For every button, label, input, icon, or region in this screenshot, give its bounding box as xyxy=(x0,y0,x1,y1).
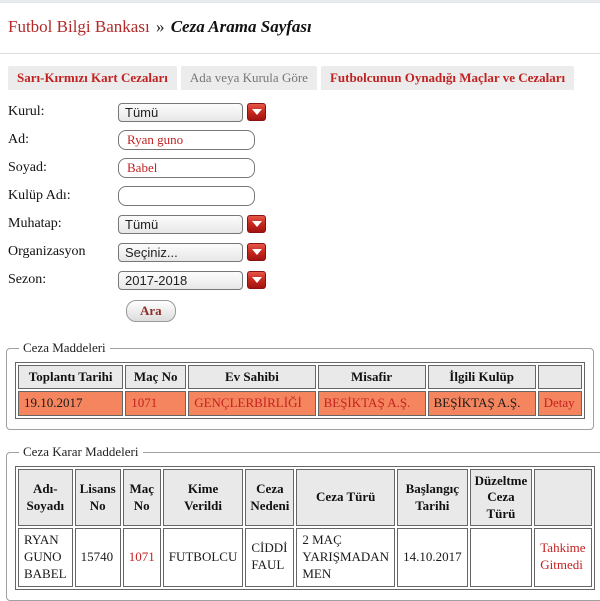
sezon-dropdown-button[interactable] xyxy=(247,271,266,289)
cell-mac-no-link[interactable]: 1071 xyxy=(123,528,161,587)
page-title: Ceza Arama Sayfası xyxy=(170,17,312,36)
ceza-karar-maddeleri-panel xyxy=(6,444,600,600)
col-ceza-turu: Ceza Türü xyxy=(296,469,395,526)
cell-adi-soyadi: RYAN GUNO BABEL xyxy=(18,528,73,587)
organizasyon-label: Organizasyon xyxy=(8,244,86,259)
cell-kime-verildi: FUTBOLCU xyxy=(163,528,244,587)
form-row-soyad xyxy=(8,154,600,182)
form-row-kurul xyxy=(8,98,600,126)
organizasyon-dropdown-button[interactable] xyxy=(247,243,266,261)
kurul-dropdown-button[interactable] xyxy=(247,103,266,121)
form-row-sezon xyxy=(8,266,600,294)
col-toplanti-tarihi: Toplantı Tarihi xyxy=(18,365,123,389)
form-row-muhatap xyxy=(8,210,600,238)
col-mac-no: Maç No xyxy=(125,365,186,389)
muhatap-label: Muhatap: xyxy=(8,216,62,231)
col-ilgili-kulup: İlgili Kulüp xyxy=(428,365,536,389)
kurul-select[interactable]: Tümü xyxy=(118,103,243,122)
col-lisans-no: Lisans No xyxy=(75,469,121,526)
cell-ilgili-kulup: BEŞİKTAŞ A.Ş. xyxy=(428,391,536,416)
sezon-label: Sezon: xyxy=(8,272,47,287)
tab-futbolcunun-maclar-ve-cezalari[interactable]: Futbolcunun Oynadığı Maçlar ve Cezaları xyxy=(321,66,574,90)
form-row-kulup-adi xyxy=(8,182,600,210)
soyad-input[interactable] xyxy=(118,158,255,178)
detay-link[interactable]: Detay xyxy=(538,391,582,416)
col-ceza-nedeni: Ceza Nedeni xyxy=(245,469,294,526)
tab-sari-kirmizi-kart-cezalari[interactable]: Sarı-Kırmızı Kart Cezaları xyxy=(8,66,177,90)
ceza-karar-maddeleri-legend: Ceza Karar Maddeleri xyxy=(23,444,139,460)
breadcrumb xyxy=(0,3,600,54)
form-row-ad xyxy=(8,126,600,154)
tahkim-link[interactable]: Tahkime Gitmedi xyxy=(534,528,591,587)
cell-lisans-no: 15740 xyxy=(75,528,121,587)
col-kime-verildi: Kime Verildi xyxy=(163,469,244,526)
cell-ceza-turu: 2 MAÇ YARIŞMADAN MEN xyxy=(296,528,395,587)
muhatap-dropdown-button[interactable] xyxy=(247,215,266,233)
chevron-down-icon xyxy=(252,109,262,115)
kulup-adi-label: Kulüp Adı: xyxy=(8,188,71,203)
ad-label: Ad: xyxy=(8,132,29,147)
cell-ev-sahibi-link[interactable]: GENÇLERBİRLİĞİ xyxy=(188,391,315,416)
form-row-organizasyon xyxy=(8,238,600,266)
cell-mac-no-link[interactable]: 1071 xyxy=(125,391,186,416)
ad-input[interactable] xyxy=(118,130,255,150)
chevron-down-icon xyxy=(252,221,262,227)
col-baslangic-tarihi: Başlangıç Tarihi xyxy=(397,469,468,526)
table-header-row xyxy=(18,469,592,526)
site-home-link[interactable]: Futbol Bilgi Bankası xyxy=(8,17,150,36)
tab-bar xyxy=(8,66,600,90)
ceza-maddeleri-legend: Ceza Maddeleri xyxy=(23,340,106,355)
cell-duzeltme-ceza-turu xyxy=(470,528,533,587)
ceza-maddeleri-table xyxy=(15,362,585,419)
organizasyon-select[interactable]: Seçiniz... xyxy=(118,243,243,262)
ceza-karar-maddeleri-table xyxy=(15,466,595,589)
chevron-down-icon xyxy=(252,277,262,283)
col-misafir: Misafir xyxy=(318,365,426,389)
search-form xyxy=(8,98,600,326)
col-actions xyxy=(534,469,591,526)
breadcrumb-separator: » xyxy=(155,17,165,36)
col-adi-soyadi: Adı-Soyadı xyxy=(18,469,73,526)
muhatap-select[interactable]: Tümü xyxy=(118,215,243,234)
col-ev-sahibi: Ev Sahibi xyxy=(188,365,315,389)
table-row xyxy=(18,528,592,587)
col-mac-no: Maç No xyxy=(123,469,161,526)
soyad-label: Soyad: xyxy=(8,160,47,175)
col-duzeltme-ceza-turu: Düzeltme Ceza Türü xyxy=(470,469,533,526)
sezon-select[interactable]: 2017-2018 xyxy=(118,271,243,290)
cell-ceza-nedeni: CİDDİ FAUL xyxy=(245,528,294,587)
search-button[interactable]: Ara xyxy=(126,300,176,322)
ceza-maddeleri-panel xyxy=(6,340,594,430)
tab-ada-veya-kurula-gore[interactable]: Ada veya Kurula Göre xyxy=(181,66,317,90)
kulup-adi-input[interactable] xyxy=(118,186,255,206)
cell-misafir-link[interactable]: BEŞİKTAŞ A.Ş. xyxy=(318,391,426,416)
cell-baslangic-tarihi: 14.10.2017 xyxy=(397,528,468,587)
search-button-row xyxy=(126,300,600,326)
col-actions xyxy=(538,365,582,389)
cell-toplanti-tarihi: 19.10.2017 xyxy=(18,391,123,416)
kurul-label: Kurul: xyxy=(8,104,45,119)
table-header-row xyxy=(18,365,582,389)
chevron-down-icon xyxy=(252,249,262,255)
table-row xyxy=(18,391,582,416)
